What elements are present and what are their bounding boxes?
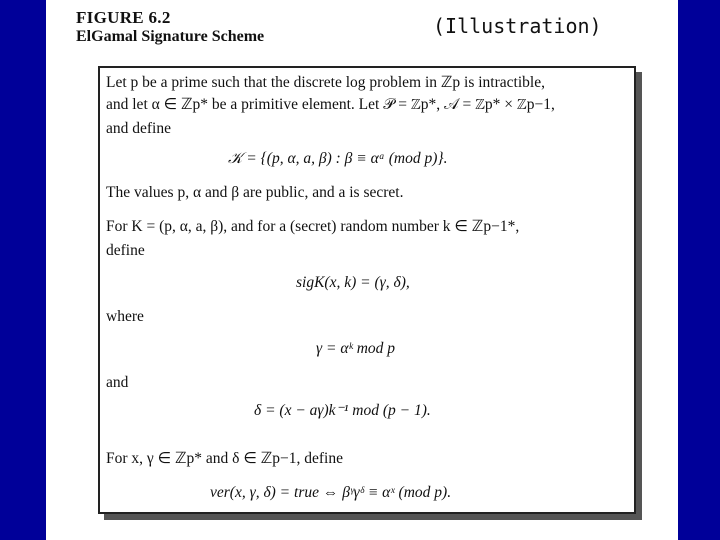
signature-formula: sigK(x, k) = (γ, δ), bbox=[296, 274, 410, 291]
paragraph-3-line-1: For K = (p, α, a, β), and for a (secret) random number k ∈ ℤp−1*, bbox=[106, 218, 520, 235]
verification-formula: ver(x, γ, δ) = true ⇔ βᵞγᵟ ≡ αˣ (mod p). bbox=[210, 484, 452, 501]
where-label: where bbox=[106, 308, 144, 325]
paragraph-1-line-2: and let α ∈ ℤp* be a primitive element. Let 𝒫 = ℤp*, 𝒜 = ℤp* × ℤp−1, bbox=[106, 96, 555, 113]
figure-heading bbox=[76, 8, 264, 46]
paragraph-3-line-2: define bbox=[106, 242, 145, 259]
keyspace-formula: 𝒦 = {(p, α, a, β) : β ≡ αᵃ (mod p)}. bbox=[228, 150, 448, 167]
paragraph-4: For x, γ ∈ ℤp* and δ ∈ ℤp−1, define bbox=[106, 450, 343, 467]
and-label: and bbox=[106, 374, 129, 391]
paragraph-1-line-3: and define bbox=[106, 120, 171, 137]
slide bbox=[46, 0, 678, 540]
figure-number: FIGURE 6.2 bbox=[76, 8, 171, 27]
delta-formula: δ = (x − aγ)k⁻¹ mod (p − 1). bbox=[254, 402, 431, 419]
paragraph-1-line-1: Let p be a prime such that the discrete log problem in ℤp is intractible, bbox=[106, 74, 545, 91]
gamma-formula: γ = αᵏ mod p bbox=[316, 340, 396, 357]
definition-box bbox=[98, 66, 636, 514]
illustration-label: (Illustration) bbox=[433, 14, 602, 38]
figure-title: ElGamal Signature Scheme bbox=[76, 28, 265, 45]
paragraph-2: The values p, α and β are public, and a is secret. bbox=[106, 184, 404, 201]
